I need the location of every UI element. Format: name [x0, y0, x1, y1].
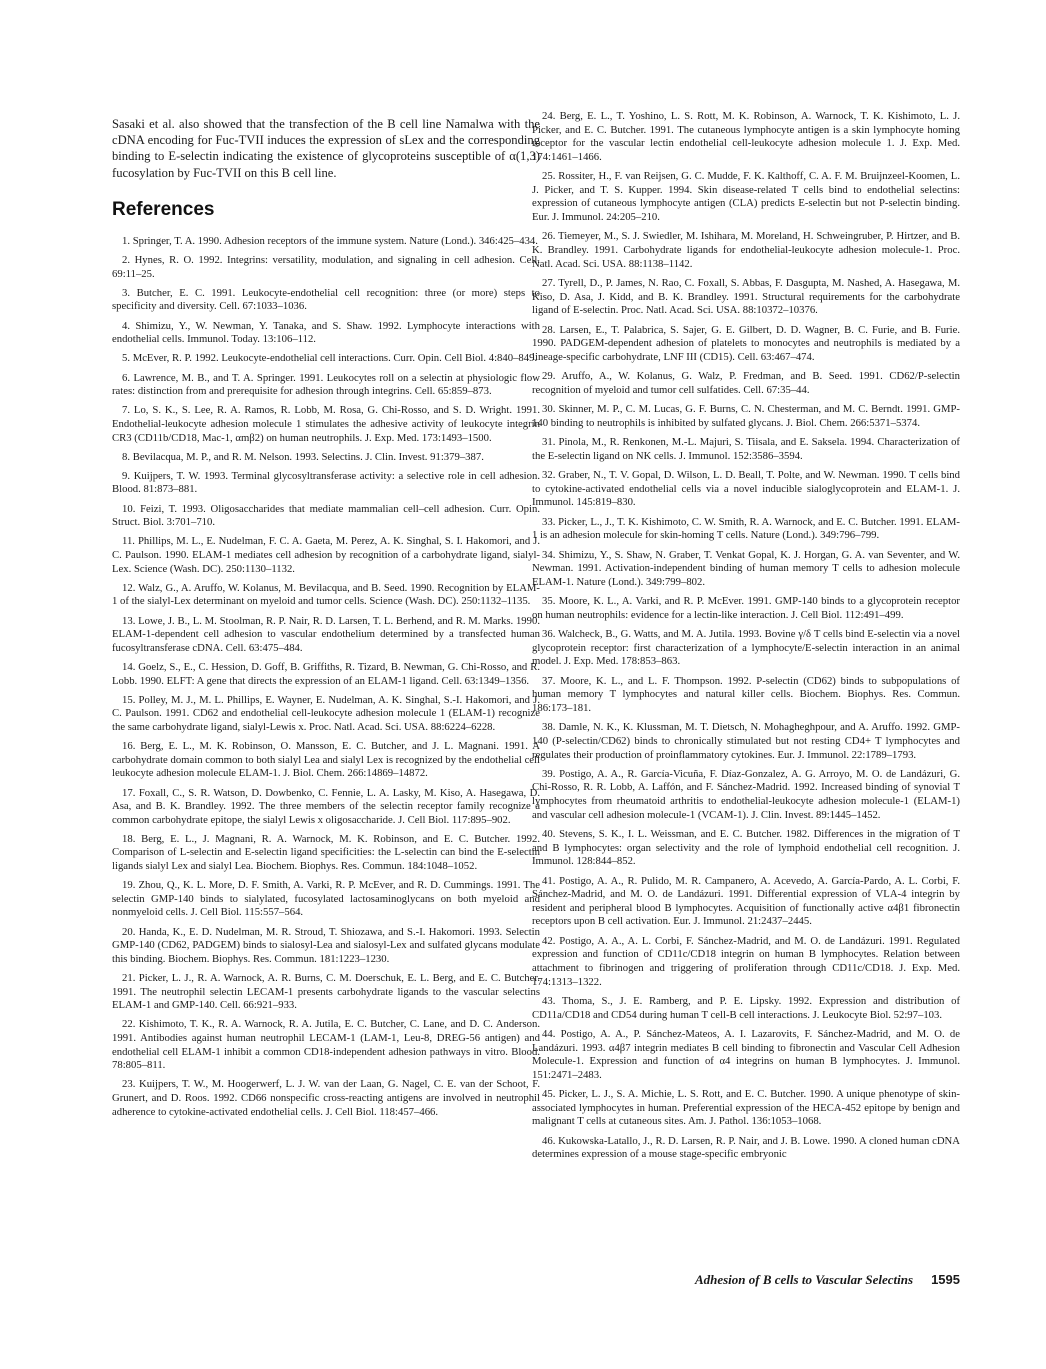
reference-item: 29. Aruffo, A., W. Kolanus, G. Walz, P. Fredman, and B. Seed. 1991. CD62/P-selectin recognition of myeloid and tumor cell sulfatides. Cell. 67:35–44.: [532, 370, 960, 396]
reference-item: 27. Tyrell, D., P. James, N. Rao, C. Foxall, S. Abbas, F. Dasgupta, M. Nashed, A. Hasegawa, M. Kiso, D. Asa, J. Kidd, and B. K. Brandley. 1991. Structural requirements for the carbohydrate ligand of E-selectin. Proc. Natl. Acad. Sci. USA. 88:10372–10376.: [532, 276, 960, 317]
reference-item: 10. Feizi, T. 1993. Oligosaccharides that mediate mammalian cell–cell adhesion. Curr. Opin. Struct. Biol. 3:701–710.: [112, 502, 540, 529]
left-column: [112, 110, 540, 1125]
reference-item: 19. Zhou, Q., K. L. More, D. F. Smith, A. Varki, R. P. McEver, and R. D. Cummings. 1991. The selectin GMP-140 binds to sialylated, fucosylated lactosaminoglycans on both myeloid and nonmyeloid cells. J. Cell Biol. 115:557–564.: [112, 879, 540, 919]
reference-item: 26. Tiemeyer, M., S. J. Swiedler, M. Ishihara, M. Moreland, H. Schweingruber, P. Hirtzer, and B. K. Brandley. 1991. Carbohydrate ligands for endothelial-leukocyte adhesion molecule-1. Proc. Natl. Acad. Sci. USA. 88:1138–1142.: [532, 230, 960, 270]
reference-item: 41. Postigo, A. A., R. Pulido, M. R. Campanero, A. Acevedo, A. García-Pardo, A. L. Corbi, F. Sánchez-Madrid, and M. O. de Landázuri. 1991. Differential expression of VLA-4 integrin by resident and peripheral blood B lymphocytes. Acquisition of functionally active α4β1 fibronectin receptors upon B cell activation. Eur. J. Immunol. 21:2437–2445.: [532, 874, 960, 928]
reference-item: 35. Moore, K. L., A. Varki, and R. P. McEver. 1991. GMP-140 binds to a glycoprotein receptor on human neutrophils: evidence for a lectin-like interaction. J. Cell Biol. 112:491–499.: [532, 595, 960, 621]
reference-item: 4. Shimizu, Y., W. Newman, Y. Tanaka, and S. Shaw. 1992. Lymphocyte interactions with endothelial cells. Immunol. Today. 13:106–112.: [112, 319, 540, 346]
page-footer: [600, 1272, 960, 1292]
reference-item: 20. Handa, K., E. D. Nudelman, M. R. Stroud, T. Shiozawa, and S.-I. Hakomori. 1993. Selectin GMP-140 (CD62, PADGEM) binds to sialosyl-Lea and sialosyl-Lex and sulfated glycans modulate this binding. Biochem. Biophys. Res. Commun. 181:1223–1230.: [112, 925, 540, 965]
reference-item: 14. Goelz, S., E., C. Hession, D. Goff, B. Griffiths, R. Tizard, B. Newman, G. Chi-Rosso, and R. Lobb. 1990. ELFT: A gene that directs the expression of an ELAM-1 ligand. Cell. 63:1349–1356.: [112, 660, 540, 687]
reference-item: 7. Lo, S. K., S. Lee, R. A. Ramos, R. Lobb, M. Rosa, G. Chi-Rosso, and S. D. Wright. 1991. Endothelial-leukocyte adhesion molecule 1 stimulates the adhesive activity of leukocyte integrin CR3 (CD11b/CD18, Mac-1, αmβ2) on human neutrophils. J. Exp. Med. 173:1493–1500.: [112, 404, 540, 444]
reference-item: 33. Picker, L., J., T. K. Kishimoto, C. W. Smith, R. A. Warnock, and E. C. Butcher. 1991. ELAM-1 is an adhesion molecule for skin-homing T cells. Nature (Lond.). 349:796–799.: [532, 515, 960, 542]
intro-paragraph: Sasaki et al. also showed that the transfection of the B cell line Namalwa with the cDNA encoding for Fuc-TVII induces the expression of sLex and the corresponding binding to E-selectin indicating the existence of glycoproteins susceptible of α(1,3) fucosylation by Fuc-TVII on this B cell line.: [112, 117, 540, 180]
reference-item: 9. Kuijpers, T. W. 1993. Terminal glycosyltransferase activity: a selective role in cell adhesion. Blood. 81:873–881.: [112, 469, 540, 496]
reference-item: 32. Graber, N., T. V. Gopal, D. Wilson, L. D. Beall, T. Polte, and W. Newman. 1990. T cells bind to cytokine-activated endothelial cells via a novel inducible sialoglycoprotein and ELAM-1. J. Immunol. 145:819–830.: [532, 469, 960, 509]
reference-item: 44. Postigo, A. A., P. Sánchez-Mateos, A. I. Lazarovits, F. Sánchez-Madrid, and M. O. de Landázuri. 1993. α4β7 integrin mediates B cell binding to fibronectin and Vascular Cell Adhesion Molecule-1. Expression and function of α4 integrins on human B lymphocytes. J. Immunol. 151:2471–2483.: [532, 1027, 960, 1081]
references-heading: References: [112, 198, 215, 220]
reference-item: 34. Shimizu, Y., S. Shaw, N. Graber, T. Venkat Gopal, K. J. Horgan, G. A. van Seventer, and W. Newman. 1991. Activation-independent binding of human memory T cells to adhesion molecule ELAM-1. Nature (Lond.). 349:799–802.: [532, 548, 960, 588]
reference-item: 17. Foxall, C., S. R. Watson, D. Dowbenko, C. Fennie, L. A. Lasky, M. Kiso, A. Hasegawa, D. Asa, and B. K. Brandley. 1992. The three members of the selectin receptor family recognize a common carbohydrate epitope, the sialyl Lewis x oligosaccharide. J. Cell Biol. 117:895–902.: [112, 786, 540, 826]
reference-item: 40. Stevens, S. K., I. L. Weissman, and E. C. Butcher. 1982. Differences in the migration of T and B lymphocytes: organ selectivity and the role of lymphoid endothelial cell recognition. J. Immunol. 128:844–852.: [532, 828, 960, 868]
reference-item: 13. Lowe, J. B., L. M. Stoolman, R. P. Nair, R. D. Larsen, T. L. Berhend, and R. M. Marks. 1990. ELAM-1-dependent cell adhesion to vascular endothelium determined by a transfected human fucosyltransferase cDNA. Cell. 63:475–484.: [112, 614, 540, 654]
right-reference-list: [532, 110, 960, 1162]
running-title: Adhesion of B cells to Vascular Selectins: [694, 1272, 914, 1287]
reference-item: 18. Berg, E. L., J. Magnani, R. A. Warnock, M. K. Robinson, and E. C. Butcher. 1992. Comparison of L-selectin and E-selectin ligand specificities: the L-selectin can bind the E-selectin ligands sialyl Lex and sialyl Lea. Biochem. Biophys. Res. Commun. 184:1048–1052.: [112, 832, 540, 873]
left-reference-list: [112, 235, 540, 1119]
reference-item: 15. Polley, M. J., M. L. Phillips, E. Wayner, E. Nudelman, A. K. Singhal, S.-I. Hakomori, and J. C. Paulson. 1991. CD62 and endothelial cell-leukocyte adhesion molecule 1 (ELAM-1) recognize the same carbohydrate ligand, sialyl-Lewis x. Proc. Natl. Acad. Sci. USA. 88:6224–6228.: [112, 693, 540, 733]
reference-item: 12. Walz, G., A. Aruffo, W. Kolanus, M. Bevilacqua, and B. Seed. 1990. Recognition by ELAM-1 of the sialyl-Lex determinant on myeloid and tumor cells. Science (Wash. DC). 250:1132–1135.: [112, 581, 540, 608]
reference-item: 23. Kuijpers, T. W., M. Hoogerwerf, L. J. W. van der Laan, G. Nagel, C. E. van der Schoot, F. Grunert, and D. Roos. 1992. CD66 nonspecific cross-reacting antigens are involved in neutrophil adherence to cytokine-activated endothelial cells. J. Cell Biol. 118:457–466.: [112, 1078, 540, 1118]
reference-item: 31. Pinola, M., R. Renkonen, M.-L. Majuri, S. Tiisala, and E. Saksela. 1994. Characterization of the E-selectin ligand on NK cells. J. Immunol. 152:3586–3594.: [532, 436, 960, 462]
reference-item: 45. Picker, L. J., S. A. Michie, L. S. Rott, and E. C. Butcher. 1990. A unique phenotype of skin-associated lymphocytes in human. Preferential expression of the HECA-452 epitope by benign and malignant T cells at cutaneous sites. Am. J. Pathol. 136:1053–1068.: [532, 1088, 960, 1128]
reference-item: 6. Lawrence, M. B., and T. A. Springer. 1991. Leukocytes roll on a selectin at physiologic flow rates: distinction from and prerequisite for adhesion through integrins. Cell. 65:859–873.: [112, 371, 540, 398]
reference-item: 38. Damle, N. K., K. Klussman, M. T. Dietsch, N. Mohagheghpour, and A. Aruffo. 1992. GMP-140 (P-selectin/CD62) binds to chronically stimulated but not resting CD4+ T lymphocytes and regulates their production of proinflammatory cytokines. Eur. J. Immunol. 22:1789–1793.: [532, 721, 960, 761]
reference-item: 25. Rossiter, H., F. van Reijsen, G. C. Mudde, F. K. Kalthoff, C. A. F. M. Bruijnzeel-Koomen, L. J. Picker, and T. S. Kupper. 1994. Skin disease-related T cells bind to endothelial selectins: expression of cutaneous lymphocyte antigen (CLA) predicts E-selectin but not P-selectin binding. Eur. J. Immunol. 24:205–210.: [532, 170, 960, 223]
reference-item: 24. Berg, E. L., T. Yoshino, L. S. Rott, M. K. Robinson, A. Warnock, T. K. Kishimoto, L. J. Picker, and E. C. Butcher. 1991. The cutaneous lymphocyte antigen is a skin lymphocyte homing receptor for the vascular lectin endothelial cell-leukocyte adhesion molecule 1. J. Exp. Med. 174:1461–1466.: [532, 110, 960, 163]
reference-item: 37. Moore, K. L., and L. F. Thompson. 1992. P-selectin (CD62) binds to subpopulations of human memory T lymphocytes and natural killer cells. Biochem. Biophys. Res. Commun. 186:173–181.: [532, 674, 960, 714]
reference-item: 30. Skinner, M. P., C. M. Lucas, G. F. Burns, C. N. Chesterman, and M. C. Berndt. 1991. GMP-140 binding to neutrophils is inhibited by sulfated glycans. J. Biol. Chem. 266:5371–5374.: [532, 403, 960, 429]
reference-item: 39. Postigo, A. A., R. García-Vicuña, F. Díaz-Gonzalez, A. G. Arroyo, M. O. de Landázuri, G. Chi-Rosso, R. R. Lobb, A. Laffón, and F. Sánchez-Madrid. 1992. Increased binding of synovial T lymphocytes from rheumatoid arthritis to endothelial-leukocyte adhesion molecule-1 (ELAM-1) and vascular cell adhesion molecule-1 (VCAM-1). J. Clin. Invest. 89:1445–1452.: [532, 767, 960, 821]
page-number: 1595: [931, 1272, 960, 1287]
reference-item: 43. Thoma, S., J. E. Ramberg, and P. E. Lipsky. 1992. Expression and distribution of CD11a/CD18 and CD54 during human T cell-B cell interactions. J. Leukocyte Biol. 52:97–103.: [532, 994, 960, 1021]
reference-item: 42. Postigo, A. A., A. L. Corbi, F. Sánchez-Madrid, and M. O. de Landázuri. 1991. Regulated expression and function of CD11c/CD18 integrin on human B lymphocytes. Relation between attachment to fibrinogen and triggering of proliferation through CD11c/CD18. J. Exp. Med. 174:1313–1322.: [532, 934, 960, 988]
reference-item: 46. Kukowska-Latallo, J., R. D. Larsen, R. P. Nair, and J. B. Lowe. 1990. A cloned human cDNA determines expression of a mouse stage-specific embryonic: [532, 1134, 960, 1161]
right-column: [532, 110, 960, 1168]
reference-item: 3. Butcher, E. C. 1991. Leukocyte-endothelial cell recognition: three (or more) steps to specificity and diversity. Cell. 67:1033–1036.: [112, 286, 540, 313]
reference-item: 16. Berg, E. L., M. K. Robinson, O. Mansson, E. C. Butcher, and J. L. Magnani. 1991. A carbohydrate domain common to both sialyl Lea and sialyl Lex is recognized by the endothelial cell leukocyte adhesion molecule ELAM-1. J. Biol. Chem. 266:14869–14872.: [112, 740, 540, 780]
reference-item: 36. Walcheck, B., G. Watts, and M. A. Jutila. 1993. Bovine γ/δ T cells bind E-selectin via a novel glycoprotein receptor: first characterization of a lymphocyte/E-selectin interaction in an animal model. J. Exp. Med. 178:853–863.: [532, 628, 960, 668]
reference-item: 21. Picker, L. J., R. A. Warnock, A. R. Burns, C. M. Doerschuk, E. L. Berg, and E. C. Butcher. 1991. The neutrophil selectin LECAM-1 presents carbohydrate ligands to the vascular selectins ELAM-1 and GMP-140. Cell. 66:921–933.: [112, 972, 540, 1012]
reference-item: 2. Hynes, R. O. 1992. Integrins: versatility, modulation, and signaling in cell adhesion. Cell. 69:11–25.: [112, 254, 540, 280]
reference-item: 8. Bevilacqua, M. P., and R. M. Nelson. 1993. Selectins. J. Clin. Invest. 91:379–387.: [122, 450, 484, 463]
reference-item: 28. Larsen, E., T. Palabrica, S. Sajer, G. E. Gilbert, D. D. Wagner, B. C. Furie, and B. Furie. 1990. PADGEM-dependent adhesion of platelets to monocytes and neutrophils is mediated by a lineage-specific carbohydrate, LNF III (CD15). Cell. 63:467–474.: [532, 323, 960, 363]
reference-item: 11. Phillips, M. L., E. Nudelman, F. C. A. Gaeta, M. Perez, A. K. Singhal, S. I. Hakomori, and J. C. Paulson. 1990. ELAM-1 mediates cell adhesion by recognition of a carbohydrate ligand, sialyl-Lex. Science (Wash. DC). 250:1130–1132.: [112, 535, 540, 575]
reference-item: 5. McEver, R. P. 1992. Leukocyte-endothelial cell interactions. Curr. Opin. Cell Biol. 4:840–849.: [122, 352, 538, 365]
reference-item: 22. Kishimoto, T. K., R. A. Warnock, R. A. Jutila, E. C. Butcher, C. Lane, and D. C. Anderson. 1991. Antibodies against human neutrophil LECAM-1 (LAM-1, Leu-8, DREG-56 antigen) and endothelial cell ELAM-1 inhibit a common CD18-independent adhesion pathways in vitro. Blood. 78:805–811.: [112, 1018, 540, 1072]
reference-item: 1. Springer, T. A. 1990. Adhesion receptors of the immune system. Nature (Lond.). 346:425–434.: [122, 234, 538, 247]
